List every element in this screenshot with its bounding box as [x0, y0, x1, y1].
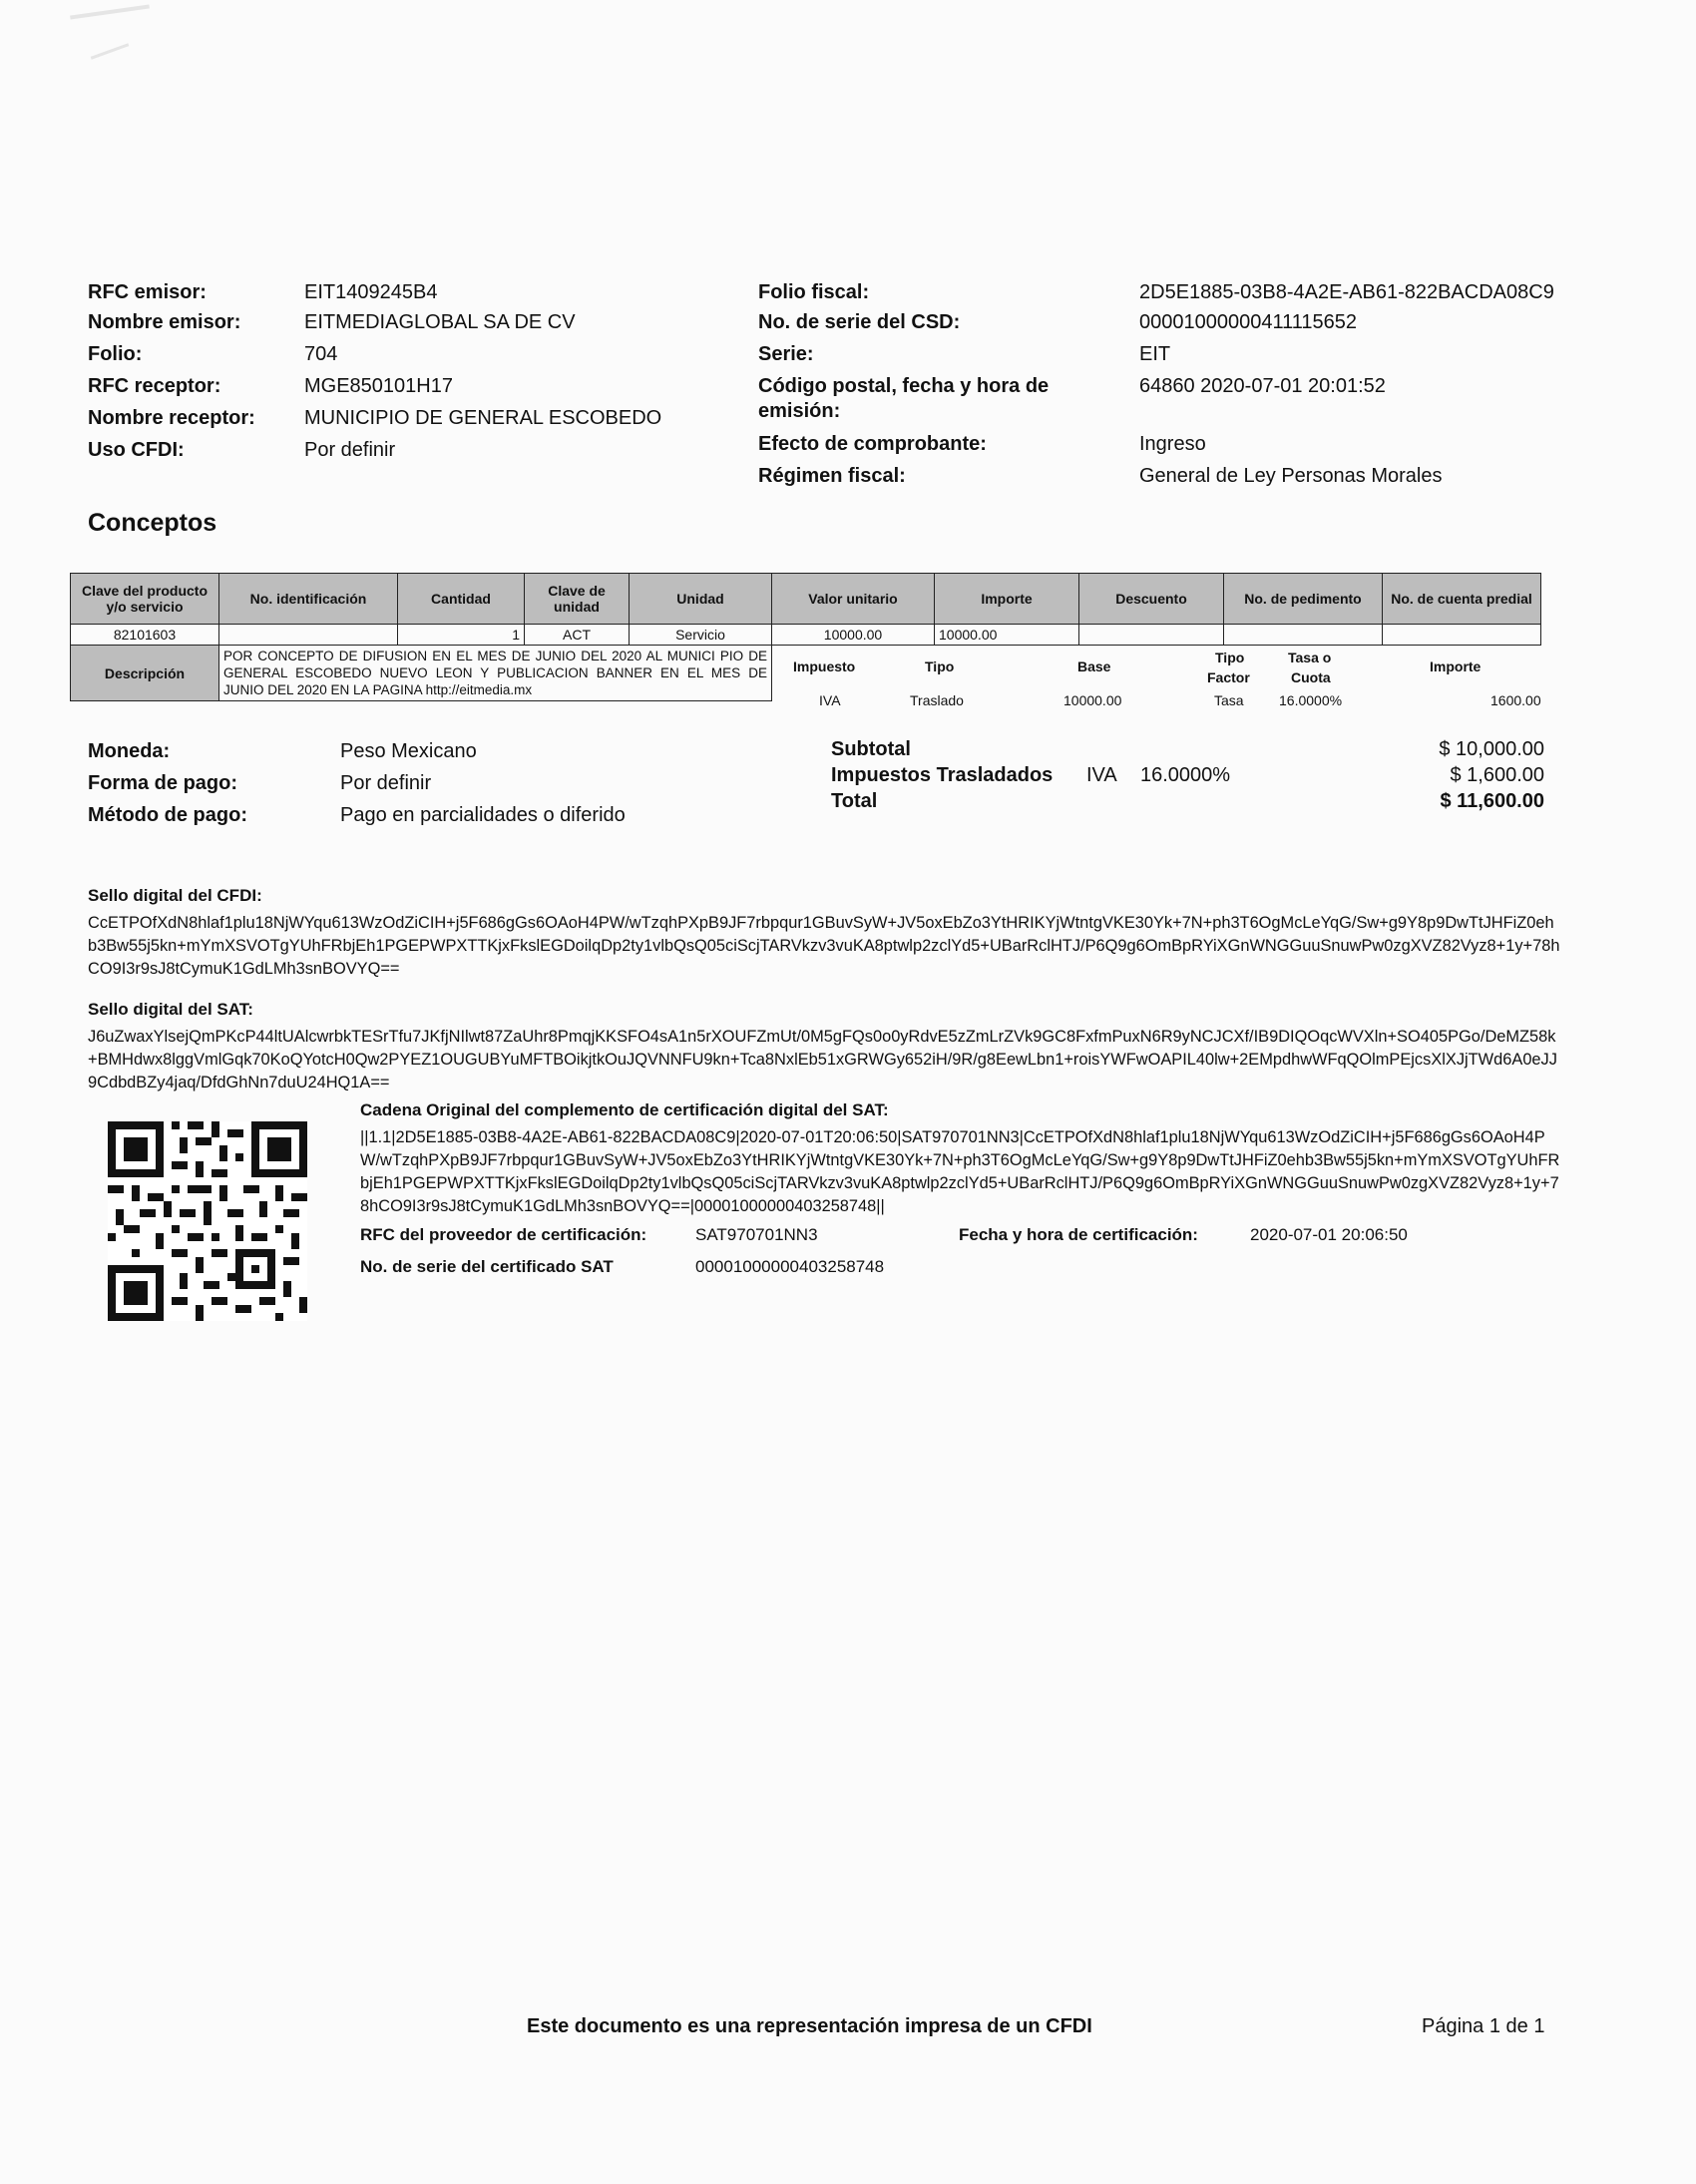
efecto-label: Efecto de comprobante: [758, 433, 987, 455]
tax-impuesto-header: Impuesto [793, 658, 856, 674]
th-clave-producto: Clave del producto y/o servicio [71, 574, 219, 625]
cp-fecha-label-2: emisión: [758, 400, 841, 422]
table-header-row [71, 574, 1541, 625]
tax-importe-header: Importe [1430, 658, 1482, 674]
serie-csd: 00001000000411115652 [1139, 311, 1358, 333]
cell-valor-unitario: 10000.00 [772, 625, 935, 646]
cadena: ||1.1|2D5E1885-03B8-4A2E-AB61-822BACDA08C9|2020-07-01T20:06:50|SAT970701NN3|CcETPOfXdN8hlaf1plu18NjWYqu613WzOdZiCIH+j5F686gGs6OAoH4PW/wTzqhPXpB9JF7rbpqur1GBuvSyW+JV5oxEbZo3YtHRIKYjWtntgVKE30Yk+7N+ph3T6OgMcLeYqG/Sw+g9Y8p9DwTtJHFiZ0ehb3Bw55j5kn+mYmXSVOTgYUhFRbjEh1PGEPWPXTTKjxFkslEGDoilqDp2ty1vlbQsQ05ciScjTARVkzv3vuKA8ptwlp2zclYd5+UBarRclHTJ/P6Q9g6OmBpRYiXGnWNGGuuSnuwPw0zgXVZ82Vyz8+1y+78hCO9I3r9sJ8tCymuK1GdLMh3snBOVYQ==|00001000000403258748|| [360, 1128, 1560, 1215]
subtotal: $ 10,000.00 [1439, 738, 1544, 760]
forma-pago-label: Forma de pago: [88, 772, 238, 794]
total-label: Total [831, 790, 878, 812]
th-no-cuenta-predial: No. de cuenta predial [1383, 574, 1541, 625]
cell-cantidad: 1 [398, 625, 525, 646]
rfc-proveedor: SAT970701NN3 [695, 1225, 818, 1244]
impuestos: $ 1,600.00 [1450, 764, 1544, 786]
efecto: Ingreso [1139, 433, 1206, 455]
descripcion-label: Descripción [71, 646, 219, 701]
tax-importe: 1600.00 [1490, 692, 1541, 708]
table-row [71, 625, 1541, 646]
sello-cfdi: CcETPOfXdN8hlaf1plu18NjWYqu613WzOdZiCIH+j5F686gGs6OAoH4PW/wTzqhPXpB9JF7rbpqur1GBuvSyW+JV5oxEbZo3YtHRIKYjWtntgVKE30Yk+7N+ph3T6OgMcLeYqG/Sw+g9Y8p9DwTtJHFiZ0ehb3Bw55j5kn+mYmXSVOTgYUhFRbjEh1PGEPWPXTTKjxFkslEGDoilqDp2ty1vlbQsQ05ciScjTARVkzv3vuKA8ptwlp2zclYd5+UBarRclHTJ/P6Q9g6OmBpRYiXGnWNGGuuSnuwPw0zgXVZ82Vyz8+1y+78hCO9I3r9sJ8tCymuK1GdLMh3snBOVYQ== [88, 914, 1560, 978]
th-cantidad: Cantidad [398, 574, 525, 625]
th-no-pedimento: No. de pedimento [1224, 574, 1383, 625]
sello-sat-label: Sello digital del SAT: [88, 1000, 253, 1019]
conceptos-title: Conceptos [88, 509, 217, 537]
fecha-certificacion-label: Fecha y hora de certificación: [959, 1225, 1198, 1244]
cp-fecha-label-1: Código postal, fecha y hora de [758, 375, 1050, 397]
tax-base: 10000.00 [1063, 692, 1122, 708]
tax-tasa-header-2: Cuota [1291, 669, 1331, 685]
impuestos-label: Impuestos Trasladados [831, 764, 1054, 786]
serie-label: Serie: [758, 343, 814, 365]
scan-smudge [91, 43, 130, 59]
metodo-pago: Pago en parcialidades o diferido [340, 804, 626, 826]
th-unidad: Unidad [630, 574, 772, 625]
tax-tipo: Traslado [910, 692, 964, 708]
tax-tipo-header: Tipo [925, 658, 955, 674]
cell-importe: 10000.00 [935, 625, 1079, 646]
serie-sat: 00001000000403258748 [695, 1257, 885, 1276]
tax-breakdown-area [772, 646, 1541, 701]
folio-fiscal-label: Folio fiscal: [758, 281, 870, 303]
tax-tasa-header-1: Tasa o [1288, 650, 1332, 665]
nombre-receptor: MUNICIPIO DE GENERAL ESCOBEDO [304, 407, 662, 429]
tax-tipo-factor: Tasa [1214, 692, 1244, 708]
cell-clave-unidad: ACT [525, 625, 630, 646]
th-clave-unidad: Clave de unidad [525, 574, 630, 625]
rfc-emisor-label: RFC emisor: [88, 281, 207, 303]
tax-impuesto: IVA [819, 692, 841, 708]
cell-descuento [1079, 625, 1224, 646]
rfc-receptor-label: RFC receptor: [88, 375, 221, 397]
th-descuento: Descuento [1079, 574, 1224, 625]
tax-tipo-factor-header-1: Tipo [1215, 650, 1245, 665]
cell-no-identificacion [219, 625, 398, 646]
uso-cfdi-label: Uso CFDI: [88, 439, 185, 461]
folio-fiscal: 2D5E1885-03B8-4A2E-AB61-822BACDA08C9 [1139, 281, 1554, 303]
cp-fecha: 64860 2020-07-01 20:01:52 [1139, 375, 1386, 397]
serie-csd-label: No. de serie del CSD: [758, 311, 961, 333]
impuestos-tasa: 16.0000% [1140, 764, 1231, 786]
moneda: Peso Mexicano [340, 740, 477, 762]
sello-cfdi-label: Sello digital del CFDI: [88, 886, 262, 905]
impuestos-tipo: IVA [1086, 764, 1117, 786]
footer-leyenda: Este documento es una representación impresa de un CFDI [527, 2015, 1092, 2037]
uso-cfdi: Por definir [304, 439, 396, 461]
nombre-receptor-label: Nombre receptor: [88, 407, 255, 429]
tax-base-header: Base [1077, 658, 1111, 674]
rfc-proveedor-label: RFC del proveedor de certificación: [360, 1225, 647, 1244]
rfc-emisor: EIT1409245B4 [304, 281, 438, 303]
cell-clave-producto: 82101603 [71, 625, 219, 646]
descripcion-text: POR CONCEPTO DE DIFUSION EN EL MES DE JUNIO DEL 2020 AL MUNICI PIO DE GENERAL ESCOBEDO NUEVO LEON Y PUBLICACION BANNER EN EL MES DE JUNIO DEL 2020 EN LA PAGINA http://eitmedia.mx [219, 646, 772, 701]
rfc-receptor: MGE850101H17 [304, 375, 453, 397]
moneda-label: Moneda: [88, 740, 171, 762]
cell-unidad: Servicio [630, 625, 772, 646]
cell-no-cuenta-predial [1383, 625, 1541, 646]
fecha-certificacion: 2020-07-01 20:06:50 [1250, 1225, 1408, 1244]
forma-pago: Por definir [340, 772, 432, 794]
subtotal-label: Subtotal [831, 738, 911, 760]
qr-code-image [108, 1121, 307, 1321]
serie-sat-label: No. de serie del certificado SAT [360, 1257, 614, 1276]
regimen-label: Régimen fiscal: [758, 465, 906, 487]
cadena-label: Cadena Original del complemento de certificación digital del SAT: [360, 1100, 889, 1119]
cell-no-pedimento [1224, 625, 1383, 646]
th-importe: Importe [935, 574, 1079, 625]
tax-tipo-factor-header-2: Factor [1207, 669, 1250, 685]
total: $ 11,600.00 [1440, 790, 1544, 812]
folio-label: Folio: [88, 343, 143, 365]
serie: EIT [1139, 343, 1171, 365]
folio: 704 [304, 343, 338, 365]
th-no-identificacion: No. identificación [219, 574, 398, 625]
regimen: General de Ley Personas Morales [1139, 465, 1443, 487]
sello-sat: J6uZwaxYlsejQmPKcP44ltUAlcwrbkTESrTfu7JKfjNIlwt87ZaUhr8PmqjKKSFO4sA1n5rXOUFZmUt/0M5gFQs0o0yRdvE5zZmLrZVk9GC8FxfmPuxN6R9yNCJCXf/IB9DIQOqcWVXln+SO405PGo/DeMZ58k+BMHdwx8lggVmlGqk70KoQYotcH0Qw2PYEZ1OUGUBYuMFTBOikjtkOuJQVNNFU9kn+Tca8NxlEb51xGRWGy652iH/9R/g8EewLbn1+roisYWFwOAPIL40lw+2EMpdhwWFqQOlmPEjcsXlXJjTWd6A0eJJ9CdbdBZy4jaq/DfdGhNn7duU24HQ1A== [88, 1028, 1557, 1092]
tax-tasa: 16.0000% [1279, 692, 1343, 708]
nombre-emisor-label: Nombre emisor: [88, 311, 241, 333]
scan-smudge [70, 4, 150, 19]
footer-pagina: Página 1 de 1 [1422, 2015, 1545, 2037]
metodo-pago-label: Método de pago: [88, 804, 247, 826]
nombre-emisor: EITMEDIAGLOBAL SA DE CV [304, 311, 576, 333]
th-valor-unitario: Valor unitario [772, 574, 935, 625]
